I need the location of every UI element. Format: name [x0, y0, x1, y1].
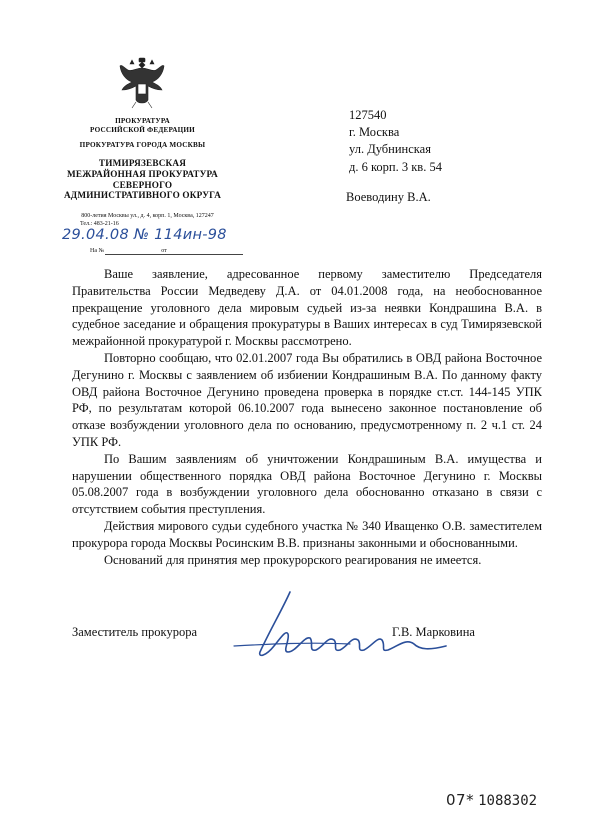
body-paragraph: По Вашим заявлениям об уничтожении Кондрашиным В.А. имущества и нарушении общественного порядка ОВД района Восточное Дегунино г. Москвы 05.08.2007 года в возбуждении уголовного дела обоснованно отказано в связи с отсутствием события преступления.: [72, 451, 542, 517]
letterhead-city-prosecutor: ПРОКУРАТУРА ГОРОДА МОСКВЫ: [79, 141, 206, 149]
body-paragraph: Повторно сообщаю, что 02.01.2007 года Вы обратились в ОВД района Восточное Дегунино г. Москвы с заявлением об избиении Кондрашиным В.А. По данному факту ОВД района Восточное Дегунино проведена проверка в порядке ст.ст. 144-145 УПК РФ, по результатам которой 06.10.2007 года вынесено законное постановление об отказе возбуждении уголовного дела по основанию, предусмотренному п. 2 ч.1 ст. 24 УПК РФ.: [72, 350, 542, 449]
handwritten-reference: 29.04.08 № 114ин-98: [62, 227, 227, 243]
department-line: АДМИНИСТРАТИВНОГО ОКРУГА: [63, 190, 222, 201]
serial-prefix: 07*: [446, 791, 475, 809]
reference-mid: от: [161, 248, 167, 254]
letterhead-org-line: ПРОКУРАТУРА: [115, 117, 170, 125]
serial-digits: 1088302: [478, 793, 538, 809]
signatory-name: Г.В. Марковина: [392, 625, 475, 639]
body-paragraph: Действия мирового судьи судебного участка № 340 Иващенко О.В. заместителем прокурора города Москвы Росинским В.В. признаны законными и обоснованными.: [72, 518, 542, 550]
letterhead-org-line: РОССИЙСКОЙ ФЕДЕРАЦИИ: [90, 126, 195, 134]
letterhead-phone: Тел.: 483-21-16: [80, 221, 119, 227]
address-line: г. Москва: [349, 125, 400, 140]
body-paragraph: Ваше заявление, адресованное первому заместителю Председателя Правительства России Медведеву Д.А. от 04.01.2008 года, на необоснованное прекращение уголовного дела мировым судьей из-за неявки Кондрашина В.А. в судебное заседание и обращения прокуратуры в Ваших интересах в суд Тимирязевской межрайонной прокуратурой г. Москвы рассмотрено.: [72, 267, 542, 349]
serial-number: [446, 791, 537, 809]
letter-body: [72, 266, 542, 568]
letterhead-address: 800-летия Москвы ул., д. 4, корп. 1, Москва, 127247: [81, 213, 214, 219]
recipient-address: [349, 107, 442, 176]
reference-prefix: На №: [90, 248, 105, 254]
address-line: 127540: [349, 108, 387, 122]
department-line: СЕВЕРНОГО: [112, 179, 173, 190]
coat-of-arms-icon: [118, 56, 166, 110]
reference-underline: [105, 254, 243, 255]
address-line: ул. Дубнинская: [349, 142, 431, 157]
address-line: д. 6 корп. 3 кв. 54: [349, 159, 442, 174]
department-line: ТИМИРЯЗЕВСКАЯ: [98, 158, 187, 168]
body-paragraph: Оснований для принятия мер прокурорского реагирования не имеется.: [104, 552, 482, 567]
letterhead-org: [55, 117, 230, 135]
addressee-name: Воеводину В.А.: [346, 190, 431, 204]
letterhead-department: [55, 158, 230, 201]
department-line: МЕЖРАЙОННАЯ ПРОКУРАТУРА: [67, 168, 218, 179]
signatory-title: Заместитель прокурора: [72, 625, 197, 639]
